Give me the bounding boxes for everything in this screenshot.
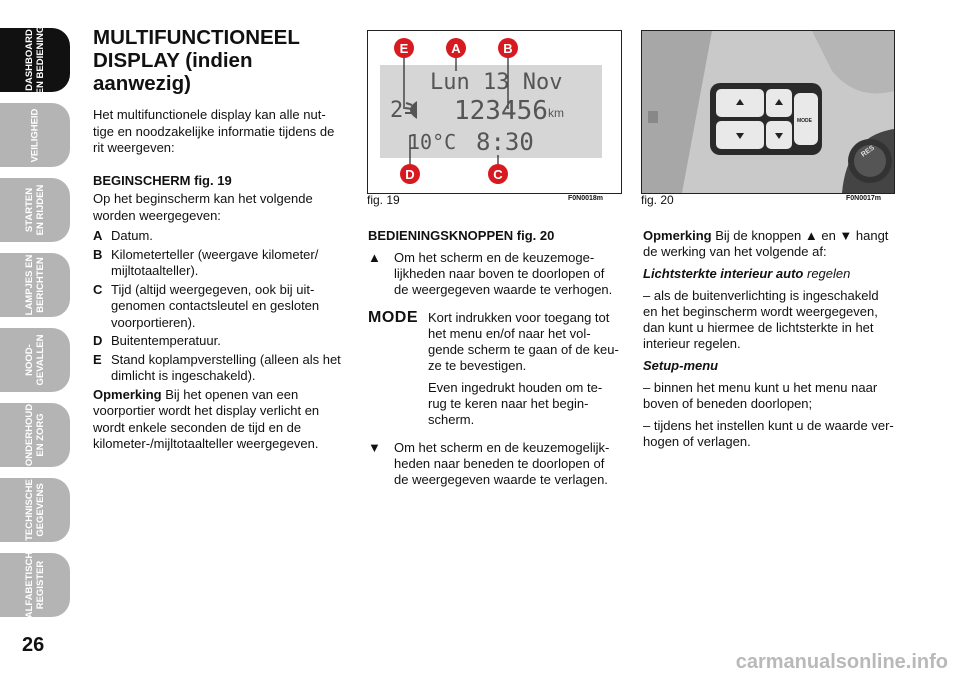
display-time: 8:30: [476, 128, 534, 156]
setup-text-2: – tijdens het instellen kunt u de waarde ver- hogen of verlagen.: [643, 418, 894, 449]
fig20-caption: fig. 20: [641, 193, 674, 207]
fig20-code: F0N0017m: [846, 195, 882, 202]
bedieningsknoppen-heading: BEDIENINGSKNOPPEN fig. 20: [368, 228, 555, 243]
list-item: C Tijd (altijd weergegeven, ook bij uit- genomen contactsleutel en gesloten voorportieren).: [93, 281, 320, 330]
callout-d: D: [405, 167, 415, 182]
watermark: carmanualsonline.info: [735, 651, 948, 673]
tab-dashboard[interactable]: DASHBOARD EN BEDIENING: [0, 28, 70, 92]
list-item: B Kilometerteller (weergave kilometer/ mijltotaalteller).: [93, 246, 319, 278]
section-tabs: [0, 22, 76, 632]
beginscherm-heading: BEGINSCHERM fig. 19: [93, 172, 232, 188]
fig19-caption: fig. 19: [367, 193, 400, 207]
tab-starten[interactable]: STARTEN EN RIJDEN: [0, 178, 70, 242]
page-title: MULTIFUNCTIONEEL DISPLAY (indien aanwezig): [93, 26, 300, 95]
setup-text-1: – binnen het menu kunt u het menu naar boven of beneden doorlopen;: [643, 380, 878, 411]
figure-20-buttons: [641, 30, 895, 194]
display-odometer: 123456: [454, 96, 548, 126]
display-illustration: [368, 31, 621, 193]
headlight-level: 2: [390, 98, 404, 123]
column-3: [643, 228, 895, 456]
callout-e: E: [399, 41, 409, 56]
beginscherm-text: Op het beginscherm kan het volgende worden weergegeven:: [93, 191, 313, 223]
figure-19-display: [367, 30, 622, 194]
note-paragraph: Opmerking Bij het openen van een voorportier wordt het display verlicht en wordt enkele seconden de tijd en de kilometer-/mijltotaalteller weergegeven.: [93, 386, 320, 451]
mode-label: MODE: [797, 118, 812, 124]
lichtsterkte-text: – als de buitenverlichting is ingeschakeld en het beginscherm wordt weergegeven, dan kunt u hiermee de lichtsterkte in het interieur regelen.: [643, 288, 879, 351]
fig19-code: F0N0018m: [568, 195, 604, 202]
callout-c: C: [493, 167, 503, 182]
callout-b: B: [503, 41, 513, 56]
down-button-row: ▼ Om het scherm en de keuzemogelijk- heden naar beneden te doorlopen of de weergegeven waarde te verlagen.: [368, 440, 620, 494]
tab-onderhoud[interactable]: ONDERHOUD EN ZORG: [0, 403, 70, 467]
column-1: [93, 22, 348, 457]
display-date: Lun 13 Nov: [430, 70, 563, 95]
display-unit: km: [548, 106, 564, 120]
mode-button-row: MODE Kort indrukken voor toegang tot het menu en/of naar het vol- gende scherm te gaan of de keu- ze te bevestigen. Even ingedrukt houden om te- rug te keren naar het begin- scherm.: [368, 310, 620, 434]
setup-heading: Setup-menu: [643, 358, 719, 373]
column-2: [368, 228, 620, 500]
display-temp: 10°C: [408, 130, 457, 154]
list-item: D Buitentemperatuur.: [93, 333, 221, 348]
down-arrow-icon: ▼: [368, 440, 381, 455]
page-number: 26: [22, 634, 45, 656]
mode-label: MODE: [368, 309, 418, 326]
callout-a: A: [451, 41, 461, 56]
tab-veiligheid[interactable]: VEILIGHEID: [0, 103, 70, 167]
res-label: RES: [860, 144, 876, 159]
up-arrow-icon: ▲: [368, 250, 381, 265]
tab-register[interactable]: ALFABETISCH REGISTER: [0, 553, 70, 617]
tab-noodgevallen[interactable]: NOOD- GEVALLEN: [0, 328, 70, 392]
list-item: E Stand koplampverstelling (alleen als het dimlicht is ingeschakeld).: [93, 351, 341, 383]
up-button-row: ▲ Om het scherm en de keuzemoge- lijkheden naar boven te doorlopen of de weergegeven waarde te verhogen.: [368, 250, 620, 304]
intro-text: Het multifunctionele display kan alle nut- tige en noodzakelijke informatie tijdens de rit weergeven:: [93, 107, 335, 155]
tab-lampjes[interactable]: LAMPJES EN BERICHTEN: [0, 253, 70, 317]
buttons-illustration: [642, 31, 894, 193]
tab-technische[interactable]: TECHNISCHE GEGEVENS: [0, 478, 70, 542]
note-paragraph: Opmerking Bij de knoppen ▲ en ▼ hangt de werking van het volgende af:: [643, 228, 889, 259]
list-item: A Datum.: [93, 228, 153, 243]
lichtsterkte-heading: Lichtsterkte interieur auto regelen: [643, 266, 851, 281]
